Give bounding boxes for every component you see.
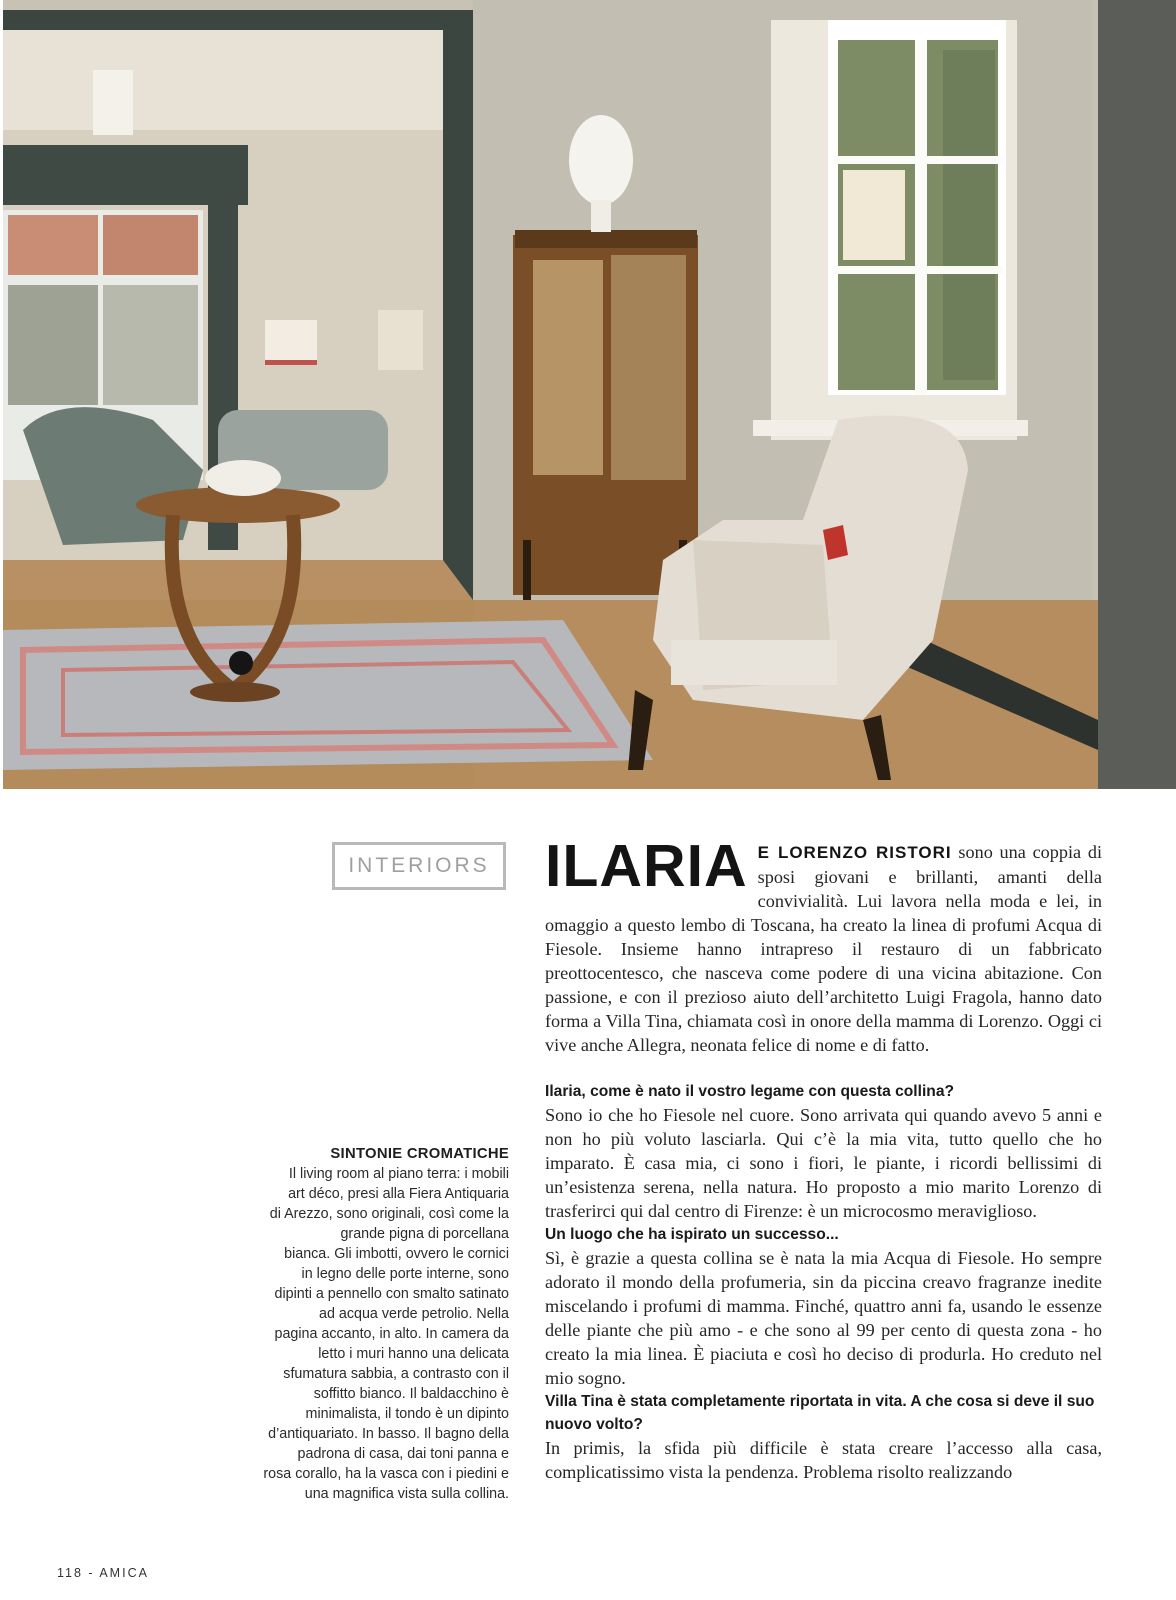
intro-text: sono una coppia di sposi giovani e brillanti, amanti della convivialità. Lui lavora nella moda e lei, in omaggio a questo lembo di Toscana, ha creato la linea di profumi Acqua di Fiesole. Insieme hanno intrapreso il restauro di un fabbricato preottocentesco, che nasceva come podere di una vicina abitazione. Con passione, e con il prezioso aiuto dell’architetto Luigi Fragola, hanno dato forma a Villa Tina, chiamata così in onore della mamma di Lorenzo. Oggi ci vive anche Allegra, neonata felice di nome e di fatto. [545, 842, 1102, 1055]
caption-line: soffitto bianco. Il baldacchino è [313, 1386, 509, 1402]
caption-line: letto i muri hanno una delicata [318, 1346, 509, 1362]
caption-line: art déco, presi alla Fiera Antiquaria [288, 1186, 509, 1202]
question-2: Un luogo che ha ispirato un successo... [545, 1226, 839, 1243]
caption-line: una magnifica vista sulla collina. [304, 1486, 509, 1502]
section-label: INTERIORS [348, 854, 490, 877]
living-room-illustration [3, 0, 1176, 789]
caption-line: pagina accanto, in alto. In camera da [274, 1326, 509, 1342]
caption-line: dipinti a pennello con smalto satinato [274, 1286, 509, 1302]
caption-line: d’antiquariato. In basso. Il bagno della [268, 1426, 509, 1442]
question-1: Ilaria, come è nato il vostro legame con questa collina? [545, 1083, 955, 1100]
answer-1: Sono io che ho Fiesole nel cuore. Sono arrivata qui quando avevo 5 anni e non ho più voluto lasciarla. Qui c’è la mia vita, tutto quello che ho imparato. È casa mia, ci sono i fiori, le piante, i ricordi bellissimi di un’esistenza serena, nella natura. Ho proposto a mio marito Lorenzo di trasferirci qui dal centro di Firenze: è un microcosmo meraviglioso. [545, 1105, 1102, 1221]
caption-line: ad acqua verde petrolio. Nella [319, 1306, 509, 1322]
caption-line: sfumatura sabbia, a contrasto con il [283, 1366, 509, 1382]
caption-line: bianca. Gli imbotti, ovvero le cornici [284, 1246, 509, 1262]
caption-line: rosa corallo, ha la vasca con i piedini e [263, 1466, 509, 1482]
lead-names: E LORENZO RISTORI [757, 843, 952, 862]
caption-line: grande pigna di porcellana [340, 1226, 509, 1242]
caption-title: SINTONIE CROMATICHE [330, 1146, 509, 1162]
caption-line: Il living room al piano terra: i mobili [288, 1166, 509, 1182]
section-tag [332, 842, 506, 890]
photo-caption [225, 1144, 509, 1504]
question-3: Villa Tina è stata completamente riportata in vita. A che cosa si deve il suo nuovo volto? [545, 1393, 1095, 1433]
article-body [545, 833, 1102, 1484]
answer-3: In primis, la sfida più difficile è stata creare l’accesso alla casa, complicatissimo vista la pendenza. Problema risolto realizzando [545, 1438, 1102, 1482]
caption-line: padrona di casa, dai toni panna e [297, 1446, 509, 1462]
caption-line: minimalista, il tondo è un dipinto [305, 1406, 509, 1422]
article-intro [545, 833, 1102, 1057]
caption-line: di Arezzo, sono originali, così come la [269, 1206, 509, 1222]
answer-2: Sì, è grazie a questa collina se è nata la mia Acqua di Fiesole. Ho sempre adorato il mondo della profumeria, sin da piccina creavo fragranze inedite miscelando i profumi di mamma. Finché, quattro anni fa, usando le essenze delle piante che più amo - e che sono al 99 per cento di questa zona - ho creato la mia linea. È piaciuta e così ho deciso di produrla. Ho creduto nel mio sogno. [545, 1248, 1102, 1388]
caption-line: in legno delle porte interne, sono [301, 1266, 509, 1282]
living-room-photo [3, 0, 1176, 789]
page-folio: 118 - AMICA [57, 1566, 149, 1580]
dropcap-name: ILARIA [545, 833, 748, 899]
